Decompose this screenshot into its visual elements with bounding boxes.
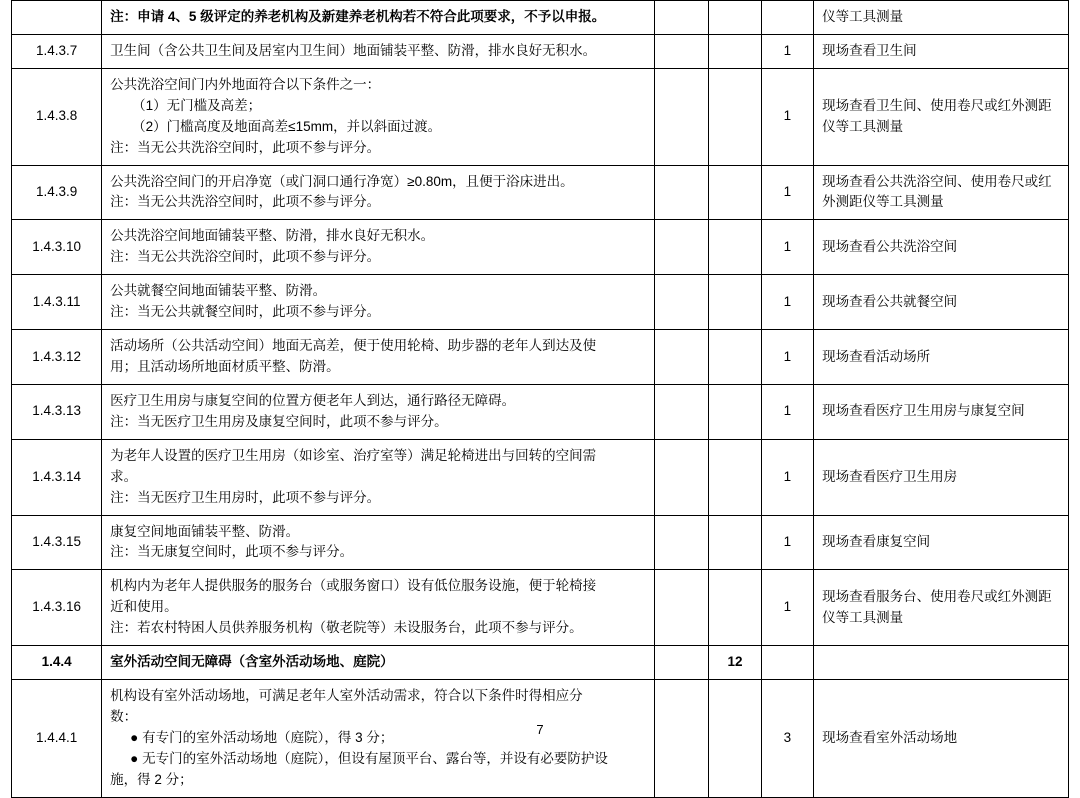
desc-line: 康复空间地面铺装平整、防滑。 [110, 523, 300, 539]
cell-description [102, 68, 655, 165]
desc-line: （2）门槛高度及地面高差≤15mm，并以斜面过渡。 [132, 118, 442, 134]
cell-method [814, 439, 1069, 515]
cell-blank [654, 220, 709, 275]
cell-item-score: 1 [761, 439, 813, 515]
cell-method [814, 275, 1069, 330]
cell-blank [654, 68, 709, 165]
cell-method [814, 220, 1069, 275]
cell-code: 1.4.3.16 [12, 570, 102, 646]
cell-blank [654, 384, 709, 439]
table-row [12, 68, 1069, 165]
method-line: 现场查看医疗卫生用房 [822, 468, 958, 484]
cell-description [102, 570, 655, 646]
cell-item-score: 1 [761, 275, 813, 330]
cell-description [102, 34, 655, 68]
cell-code: 1.4.3.11 [12, 275, 102, 330]
cell-code: 1.4.3.7 [12, 34, 102, 68]
cell-code: 1.4.4.1 [12, 680, 102, 798]
desc-line: 用；且活动场所地面材质平整、防滑。 [110, 358, 340, 374]
table-row [12, 1, 1069, 35]
cell-description [102, 165, 655, 220]
cell-blank [654, 680, 709, 798]
cell-code: 1.4.3.15 [12, 515, 102, 570]
desc-line: （1）无门槛及高差； [132, 97, 262, 113]
cell-method [814, 570, 1069, 646]
desc-line: ● 有专门的室外活动场地（庭院），得 3 分； [130, 729, 394, 745]
table-row [12, 165, 1069, 220]
method-line: 现场查看公共洗浴空间、使用卷尺或红 [822, 173, 1052, 189]
cell-description [102, 220, 655, 275]
cell-code: 1.4.3.13 [12, 384, 102, 439]
desc-line: 卫生间（含公共卫生间及居室内卫生间）地面铺装平整、防滑，排水良好无积水。 [110, 42, 597, 58]
cell-blank [654, 34, 709, 68]
cell-description [102, 384, 655, 439]
desc-line: 公共洗浴空间门内外地面符合以下条件之一： [110, 76, 381, 92]
table-row [12, 220, 1069, 275]
cell-code: 1.4.3.10 [12, 220, 102, 275]
cell-item-score: 1 [761, 384, 813, 439]
cell-item-score: 1 [761, 515, 813, 570]
evaluation-table [11, 0, 1069, 798]
method-line: 仪等工具测量 [822, 609, 904, 625]
table-row [12, 384, 1069, 439]
table-row [12, 34, 1069, 68]
cell-description [102, 646, 655, 680]
method-line: 现场查看公共就餐空间 [822, 293, 958, 309]
desc-line: 注：当无公共洗浴空间时，此项不参与评分。 [110, 139, 381, 155]
cell-group-score [709, 275, 761, 330]
desc-line: 公共就餐空间地面铺装平整、防滑。 [110, 283, 327, 299]
cell-method [814, 68, 1069, 165]
cell-blank [654, 275, 709, 330]
cell-description [102, 1, 655, 35]
cell-description [102, 680, 655, 798]
method-line: 现场查看卫生间、使用卷尺或红外测距 [822, 97, 1052, 113]
cell-method [814, 165, 1069, 220]
cell-description [102, 515, 655, 570]
desc-line: 数： [110, 708, 138, 724]
table-row [12, 680, 1069, 798]
cell-description [102, 330, 655, 385]
page-number: 7 [536, 722, 544, 737]
desc-line: 施，得 2 分； [110, 771, 193, 787]
cell-method [814, 1, 1069, 35]
cell-group-score [709, 384, 761, 439]
cell-item-score [761, 646, 813, 680]
desc-line: 公共洗浴空间地面铺装平整、防滑，排水良好无积水。 [110, 228, 435, 244]
method-line: 现场查看室外活动场地 [822, 729, 958, 745]
cell-item-score: 1 [761, 220, 813, 275]
method-line: 现场查看康复空间 [822, 533, 931, 549]
cell-code: 1.4.4 [12, 646, 102, 680]
cell-blank [654, 515, 709, 570]
cell-item-score: 1 [761, 570, 813, 646]
desc-line: 注：当无康复空间时，此项不参与评分。 [110, 544, 354, 560]
cell-item-score: 3 [761, 680, 813, 798]
table-row [12, 570, 1069, 646]
cell-group-score [709, 34, 761, 68]
cell-item-score: 1 [761, 330, 813, 385]
desc-line: 机构内为老年人提供服务的服务台（或服务窗口）设有低位服务设施，便于轮椅接 [110, 578, 597, 594]
desc-line: ● 无专门的室外活动场地（庭院），但设有屋顶平台、露台等，并设有必要防护设 [130, 750, 608, 766]
method-line: 现场查看服务台、使用卷尺或红外测距 [822, 588, 1052, 604]
method-line: 现场查看卫生间 [822, 42, 917, 58]
cell-group-score [709, 1, 761, 35]
desc-line: 机构设有室外活动场地，可满足老年人室外活动需求，符合以下条件时得相应分 [110, 688, 583, 704]
desc-line: 求。 [110, 468, 138, 484]
desc-line: 公共洗浴空间门的开启净宽（或门洞口通行净宽）≥0.80m，且便于浴床进出。 [110, 173, 574, 189]
cell-method [814, 384, 1069, 439]
cell-group-score [709, 165, 761, 220]
cell-item-score [761, 1, 813, 35]
desc-line: 注：当无医疗卫生用房时，此项不参与评分。 [110, 489, 381, 505]
table-row [12, 330, 1069, 385]
cell-group-score [709, 439, 761, 515]
cell-method [814, 680, 1069, 798]
cell-code: 1.4.3.9 [12, 165, 102, 220]
cell-item-score: 1 [761, 68, 813, 165]
desc-line: 注：当无公共洗浴空间时，此项不参与评分。 [110, 194, 381, 210]
cell-group-score [709, 515, 761, 570]
table-row [12, 439, 1069, 515]
cell-group-score [709, 570, 761, 646]
desc-line: 室外活动空间无障碍（含室外活动场地、庭院） [110, 654, 394, 670]
desc-line: 活动场所（公共活动空间）地面无高差，便于使用轮椅、助步器的老年人到达及使 [110, 338, 597, 354]
table-body [12, 1, 1069, 798]
cell-blank [654, 1, 709, 35]
method-line: 仪等工具测量 [822, 118, 904, 134]
method-line: 现场查看医疗卫生用房与康复空间 [822, 403, 1025, 419]
desc-line: 注：当无公共就餐空间时，此项不参与评分。 [110, 304, 381, 320]
cell-blank [654, 439, 709, 515]
cell-description [102, 275, 655, 330]
cell-description [102, 439, 655, 515]
table-row-section [12, 646, 1069, 680]
table-row [12, 275, 1069, 330]
cell-group-score [709, 680, 761, 798]
method-line: 外测距仪等工具测量 [822, 194, 944, 210]
table-row [12, 515, 1069, 570]
desc-line: 近和使用。 [110, 599, 178, 615]
cell-blank [654, 330, 709, 385]
cell-code: 1.4.3.14 [12, 439, 102, 515]
cell-code [12, 1, 102, 35]
desc-line: 医疗卫生用房与康复空间的位置方便老年人到达，通行路径无障碍。 [110, 392, 516, 408]
desc-line: 注：当无医疗卫生用房及康复空间时，此项不参与评分。 [110, 413, 448, 429]
cell-group-score [709, 330, 761, 385]
cell-blank [654, 646, 709, 680]
method-line: 现场查看活动场所 [822, 348, 931, 364]
cell-item-score: 1 [761, 165, 813, 220]
desc-line: 注：当无公共洗浴空间时，此项不参与评分。 [110, 249, 381, 265]
cell-blank [654, 165, 709, 220]
cell-group-score [709, 68, 761, 165]
cell-code: 1.4.3.8 [12, 68, 102, 165]
cell-method [814, 34, 1069, 68]
cell-blank [654, 570, 709, 646]
cell-method [814, 330, 1069, 385]
desc-line: 注：申请 4、5 级评定的养老机构及新建养老机构若不符合此项要求，不予以申报。 [110, 9, 606, 24]
cell-group-score: 12 [709, 646, 761, 680]
method-line: 现场查看公共洗浴空间 [822, 238, 958, 254]
cell-method [814, 515, 1069, 570]
cell-item-score: 1 [761, 34, 813, 68]
cell-group-score [709, 220, 761, 275]
desc-line: 注：若农村特困人员供养服务机构（敬老院等）未设服务台，此项不参与评分。 [110, 620, 583, 636]
method-line: 仪等工具测量 [822, 9, 904, 24]
desc-line: 为老年人设置的医疗卫生用房（如诊室、治疗室等）满足轮椅进出与回转的空间需 [110, 447, 597, 463]
cell-code: 1.4.3.12 [12, 330, 102, 385]
cell-method [814, 646, 1069, 680]
